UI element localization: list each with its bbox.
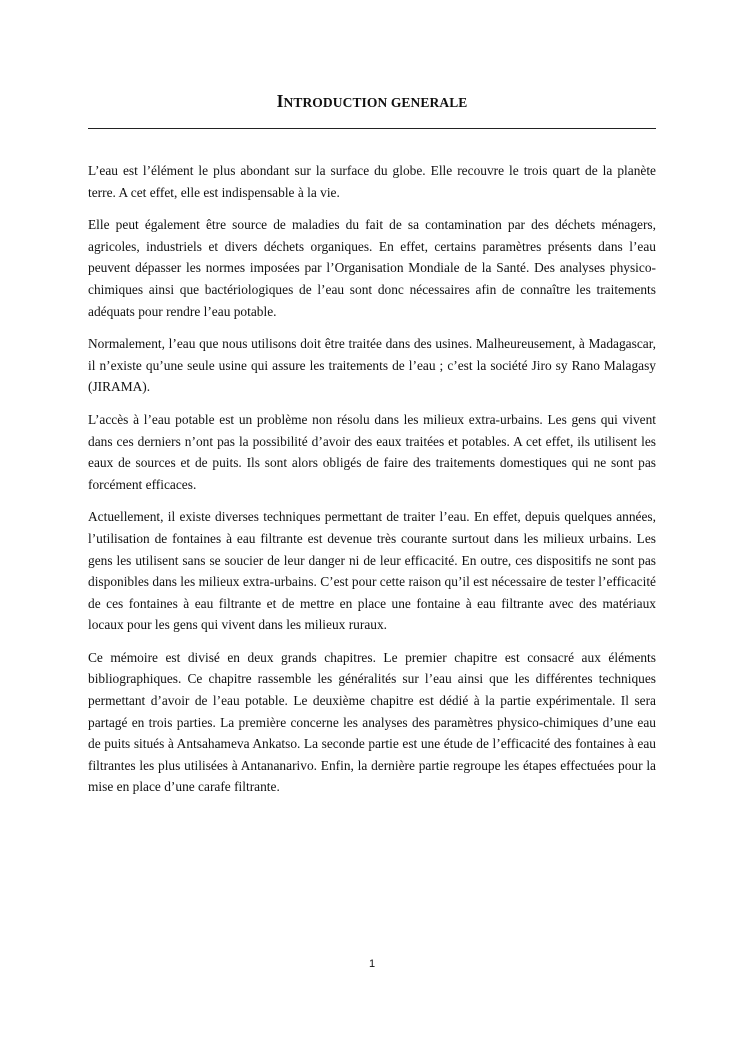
paragraph-4: L’accès à l’eau potable est un problème non résolu dans les milieux extra-urbains. Les gens qui vivent dans ces derniers n’ont pas la possibilité d’avoir des eaux traitées et potables. A cet effet, ils utilisent les eaux de sources et de puits. Ils sont alors obligés de faire des traitements domestiques qui ne sont pas forcément efficaces. (88, 411, 656, 492)
body-text (88, 160, 656, 809)
paragraph-2: Elle peut également être source de maladies du fait de sa contamination par des déchets ménagers, agricoles, industriels et divers déchets organiques. En effet, certains paramètres présents dans l’eau peuvent dépasser les normes imposées par l’Organisation Mondiale de la Santé. Des analyses physico-chimiques ainsi que bactériologiques de l’eau sont donc nécessaires afin de connaître les traitements adéquats pour rendre l’eau potable. (88, 217, 656, 319)
title-rest: NTRODUCTION GENERALE (283, 95, 468, 110)
paragraph-6: Ce mémoire est divisé en deux grands chapitres. Le premier chapitre est consacré aux éléments bibliographiques. Ce chapitre rassemble les généralités sur l’eau ainsi que les différentes techniques permettant d’avoir de l’eau potable. Le deuxième chapitre est dédié à la partie expérimentale. Il sera partagé en trois parties. La première concerne les analyses des paramètres physico-chimiques d’une eau de puits situés à Antsahameva Ankatso. La seconde partie est une étude de l’efficacité des fontaines à eau filtrantes les plus utilisées à Antananarivo. Enfin, la dernière partie regroupe les étapes effectuées pour la mise en place d’une carafe filtrante. (88, 649, 656, 795)
paragraph-1: L’eau est l’élément le plus abondant sur la surface du globe. Elle recouvre le trois quart de la planète terre. A cet effet, elle est indispensable à la vie. (88, 163, 656, 200)
title-divider (88, 128, 656, 129)
page-number: 1 (368, 958, 376, 970)
paragraph-3: Normalement, l’eau que nous utilisons doit être traitée dans des usines. Malheureusement, à Madagascar, il n’existe qu’une seule usine qui assure les traitements de l’eau ; c’est la société Jiro sy Rano Malagasy (JIRAMA). (88, 336, 656, 395)
document-page (88, 0, 656, 1053)
title-initial: I (276, 91, 284, 111)
page-title (88, 91, 656, 113)
paragraph-5: Actuellement, il existe diverses techniques permettant de traiter l’eau. En effet, depuis quelques années, l’utilisation de fontaines à eau filtrante est devenue très courante surtout dans les milieux urbains. Les gens les utilisent sans se soucier de leur danger ni de leur efficacité. En outre, ces dispositifs ne sont pas disponibles dans les milieux extra-urbains. C’est pour cette raison qu’il est nécessaire de tester l’efficacité de ces fontaines à eau filtrante et de mettre en place une fontaine à eau filtrante avec des matériaux locaux pour les gens qui vivent dans les milieux ruraux. (88, 509, 656, 633)
